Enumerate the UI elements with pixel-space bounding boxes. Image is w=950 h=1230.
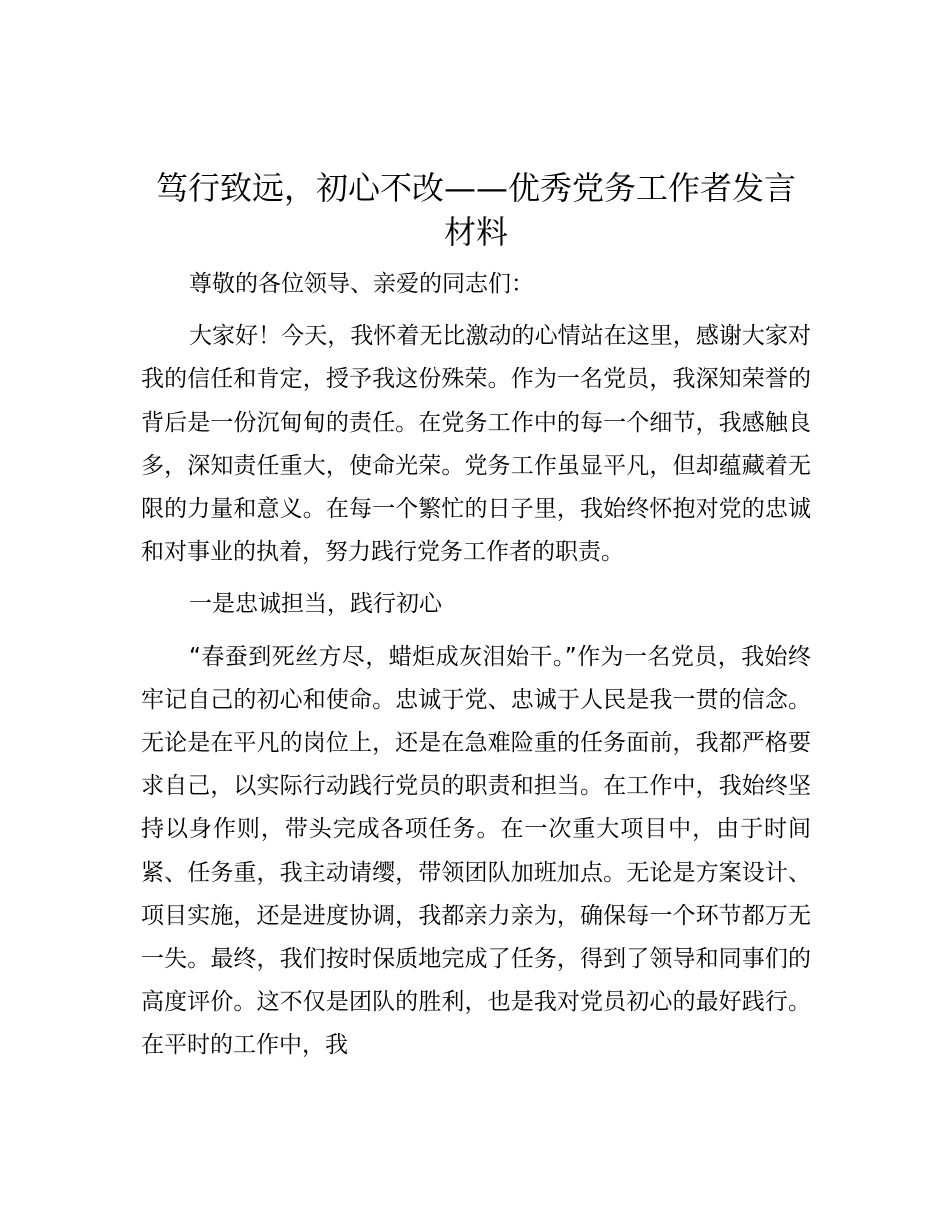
section-paragraph: “春蚕到死丝方尽，蜡炬成灰泪始干。”作为一名党员，我始终牢记自己的初心和使命。忠诚于党、忠诚于人民是我一贯的信念。无论是在平凡的岗位上，还是在急难险重的任务面前，我都严格要求自己，以实际行动践行党员的职责和担当。在工作中，我始终坚持以身作则，带头完成各项任务。在一次重大项目中，由于时间紧、任务重，我主动请缨，带领团队加班加点。无论是方案设计、项目实施，还是进度协调，我都亲力亲为，确保每一个环节都万无一失。最终，我们按时保质地完成了任务，得到了领导和同事们的高度评价。这不仅是团队的胜利，也是我对党员初心的最好践行。在平时的工作中，我 [141,643,811,1059]
section-heading: 一是忠诚担当，践行初心 [189,591,442,618]
document-page [141,166,811,1068]
document-title: 笃行致远，初心不改——优秀党务工作者发言材料 [155,169,796,251]
intro-paragraph: 大家好！今天，我怀着无比激动的心情站在这里，感谢大家对我的信任和肯定，授予我这份殊荣。作为一名党员，我深知荣誉的背后是一份沉甸甸的责任。在党务工作中的每一个细节，我感触良多，深知责任重大，使命光荣。党务工作虽显平凡，但却蕴藏着无限的力量和意义。在每一个繁忙的日子里，我始终怀抱对党的忠诚和对事业的执着，努力践行党务工作者的职责。 [141,323,811,566]
salutation: 尊敬的各位领导、亲爱的同志们： [189,271,534,297]
